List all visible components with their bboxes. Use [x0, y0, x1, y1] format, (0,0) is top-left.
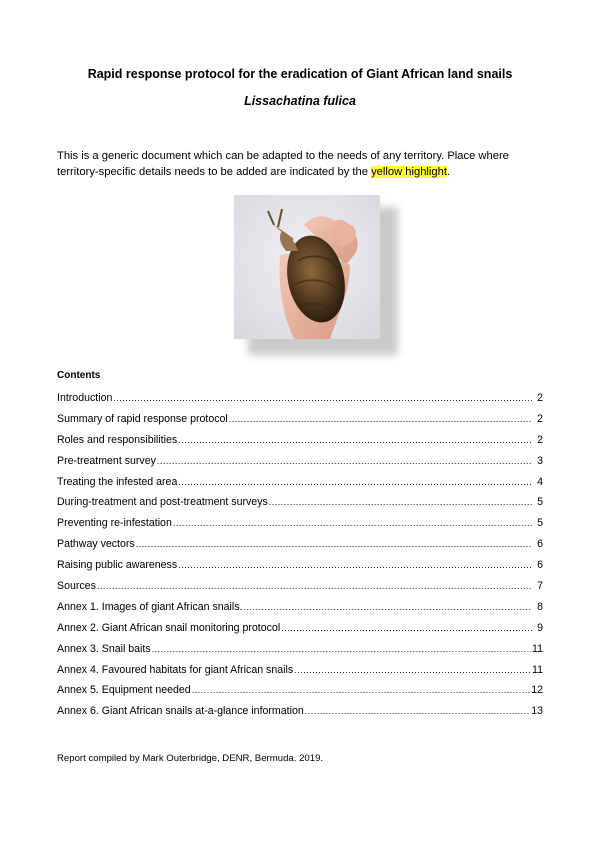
toc-entry-page-number: 6 — [537, 538, 543, 551]
document-title: Rapid response protocol for the eradication of Giant African land snails — [87, 67, 513, 81]
toc-entry-page-number: 8 — [537, 600, 543, 613]
toc-entry[interactable] — [57, 496, 543, 517]
report-credit: Report compiled by Mark Outerbridge, DENR, Bermuda. 2019. — [57, 753, 324, 764]
toc-entry-page-number: 4 — [537, 475, 543, 488]
toc-dot-leader — [178, 435, 532, 445]
toc-entry[interactable] — [57, 392, 543, 413]
toc-dot-leader — [173, 518, 532, 528]
toc-entry-label: Preventing re-infestation — [57, 517, 172, 530]
toc-entry-label: Introduction — [57, 392, 113, 404]
toc-dot-leader — [152, 644, 531, 654]
toc-entry-page-number: 2 — [537, 392, 543, 404]
toc-entry-label: Treating the infested area — [57, 475, 178, 488]
toc-entry[interactable] — [57, 476, 543, 497]
toc-entry[interactable] — [57, 664, 543, 685]
toc-entry[interactable] — [57, 538, 543, 559]
toc-entry-label: Annex 5. Equipment needed — [57, 684, 191, 697]
toc-entry[interactable] — [57, 517, 543, 538]
toc-entry[interactable] — [57, 455, 543, 476]
toc-dot-leader — [229, 414, 532, 424]
toc-dot-leader — [281, 623, 532, 633]
toc-dot-leader — [178, 477, 532, 487]
toc-entry-page-number: 5 — [537, 496, 543, 509]
toc-dot-leader — [157, 456, 532, 466]
toc-entry-page-number: 2 — [537, 412, 543, 425]
toc-entry[interactable] — [57, 601, 543, 622]
snail-photo-figure — [234, 195, 398, 355]
toc-entry-label: Pre-treatment survey — [57, 454, 156, 467]
toc-entry-label: Roles and responsibilities — [57, 433, 178, 446]
yellow-highlight-text: yellow highlight — [371, 166, 447, 178]
toc-entry-page-number: 11 — [532, 663, 543, 676]
toc-entry-label: Annex 3. Snail baits — [57, 642, 151, 655]
intro-text-end: . — [446, 166, 451, 178]
toc-entry-label: Pathway vectors — [57, 538, 135, 551]
toc-entry-label: Raising public awareness — [57, 559, 178, 572]
toc-entry[interactable] — [57, 413, 543, 434]
toc-dot-leader — [269, 497, 532, 507]
toc-entry-page-number: 2 — [537, 433, 543, 446]
toc-entry-page-number: 13 — [531, 705, 543, 718]
contents-heading: Contents — [57, 370, 101, 381]
toc-entry-page-number: 12 — [531, 684, 543, 697]
toc-entry-label: During-treatment and post-treatment surveys — [57, 496, 268, 509]
toc-entry[interactable] — [57, 684, 543, 705]
toc-dot-leader — [305, 706, 530, 716]
toc-dot-leader — [244, 602, 533, 612]
toc-entry-label: Annex 2. Giant African snail monitoring protocol — [57, 621, 281, 634]
toc-entry-page-number: 6 — [537, 559, 543, 572]
species-name: Lissachatina fulica — [244, 94, 356, 108]
toc-dot-leader — [294, 665, 531, 675]
toc-entry-label: Annex 6. Giant African snails at-a-glance information — [57, 705, 304, 718]
intro-text: This is a generic document which can be adapted to the needs of any territory. Place where territory-specific details needs to be added are indicated by the — [57, 150, 509, 178]
toc-entry[interactable] — [57, 580, 543, 601]
table-of-contents — [57, 392, 543, 726]
toc-entry[interactable] — [57, 434, 543, 455]
intro-paragraph — [57, 148, 547, 180]
toc-dot-leader — [136, 539, 532, 549]
toc-entry-page-number: 11 — [532, 642, 543, 655]
toc-entry[interactable] — [57, 643, 543, 664]
toc-entry-label: Sources — [57, 580, 96, 593]
snail-photo-illustration — [234, 195, 380, 339]
toc-entry-page-number: 7 — [537, 580, 543, 593]
toc-entry[interactable] — [57, 559, 543, 580]
toc-dot-leader — [113, 393, 532, 403]
toc-entry-label: Summary of rapid response protocol — [57, 412, 228, 425]
toc-dot-leader — [178, 560, 532, 570]
toc-entry-page-number: 3 — [537, 454, 543, 467]
toc-dot-leader — [192, 685, 531, 695]
toc-entry[interactable] — [57, 622, 543, 643]
toc-dot-leader — [97, 581, 532, 591]
snail-in-hand-photo — [234, 195, 380, 339]
toc-entry-page-number: 9 — [537, 621, 543, 634]
toc-entry[interactable] — [57, 705, 543, 726]
toc-entry-label: Annex 4. Favoured habitats for giant African snails — [57, 663, 294, 676]
toc-entry-page-number: 5 — [537, 517, 543, 530]
toc-entry-label: Annex 1. Images of giant African snails. — [57, 600, 243, 613]
